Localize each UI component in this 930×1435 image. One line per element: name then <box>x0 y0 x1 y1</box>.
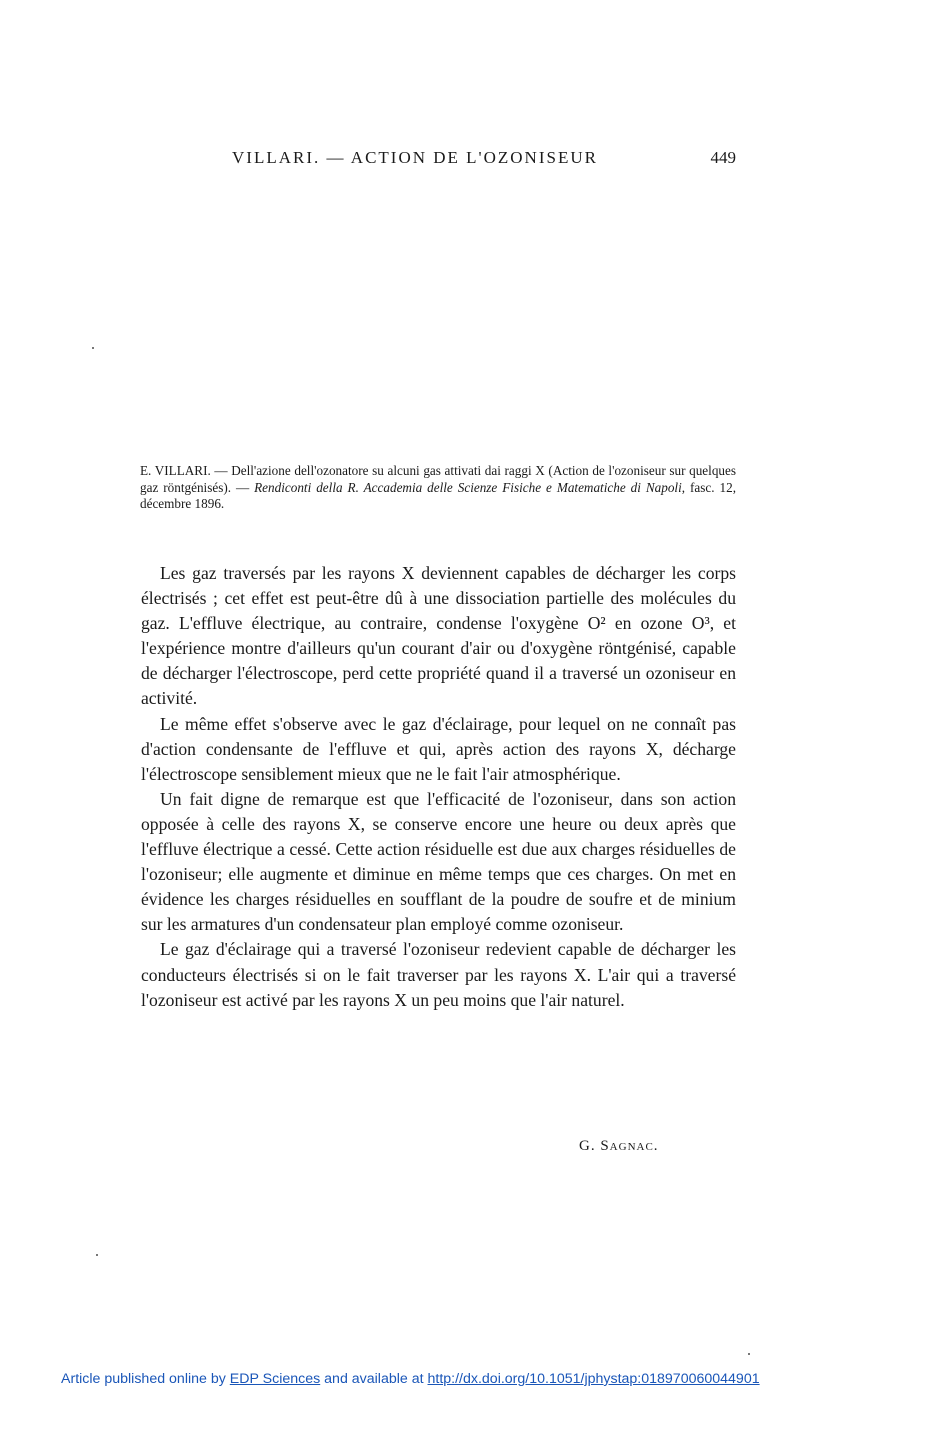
running-title: VILLARI. — ACTION DE L'OZONISEUR <box>232 148 598 167</box>
page-number: 449 <box>710 148 736 167</box>
reference-journal: Rendiconti della R. Accademia delle Scienze Fisiche e Matematiche di Napoli <box>254 479 682 495</box>
doi-link[interactable]: http://dx.doi.org/10.1051/jphystap:018970060044901 <box>427 1371 760 1387</box>
author-signature: G. Sagnac. <box>579 1138 659 1154</box>
footer-middle: and available at <box>320 1371 428 1387</box>
scan-speck <box>96 1254 98 1256</box>
reference-issue: , fasc. 12, décembre 1896. <box>140 479 736 511</box>
scan-speck <box>92 347 94 349</box>
footer-prefix: Article published online by <box>61 1371 230 1387</box>
scan-speck <box>748 1353 750 1355</box>
body-paragraph: Le gaz d'éclairage qui a traversé l'ozoniseur redevient capable de décharger les conducteurs électrisés si on le fait traverser par les rayons X. L'air qui a traversé l'ozoniseur est activé par les rayons X un peu moins que l'air naturel. <box>141 939 736 1010</box>
body-paragraph: Un fait digne de remarque est que l'efficacité de l'ozoniseur, dans son action opposée à celle des rayons X, se conserve encore une heure ou deux après que l'effluve électrique a cessé. Cette action résiduelle est due aux charges résiduelles de l'ozoniseur; elle augmente et diminue en même temps que ces charges. On met en évidence les charges résiduelles en soufflant de la poudre de soufre et de minium sur les armatures d'un condensateur plan employé comme ozoniseur. <box>141 788 736 935</box>
body-paragraph: Les gaz traversés par les rayons X deviennent capables de décharger les corps électrisés ; cet effet est peut-être dû à une dissociation partielle des molécules du gaz. L'effluve électrique, au contraire, condense l'oxygène O² en ozone O³, et l'expérience montre d'ailleurs qu'un courant d'air ou d'oxygène röntgénisé, capable de décharger l'électroscope, perd cette propriété quand il a traversé un ozoniseur en activité. <box>141 563 736 709</box>
publication-footer <box>61 1371 760 1387</box>
reference-author: E. VILLARI. <box>140 463 211 478</box>
article-body <box>141 561 736 1013</box>
reference-title: — Dell'azione dell'ozonatore su alcuni gas attivati dai raggi X (Action de l'ozoniseur sur quelques gaz röntgénisés). — <box>140 463 736 495</box>
publisher-link[interactable]: EDP Sciences <box>229 1371 321 1387</box>
bibliographic-reference <box>140 463 736 513</box>
running-head <box>232 148 736 174</box>
body-paragraph: Le même effet s'observe avec le gaz d'éclairage, pour lequel on ne connaît pas d'action condensante de l'effluve et qui, après action des rayons X, décharge l'électroscope sensiblement mieux que ne le fait l'air atmosphérique. <box>141 713 736 784</box>
